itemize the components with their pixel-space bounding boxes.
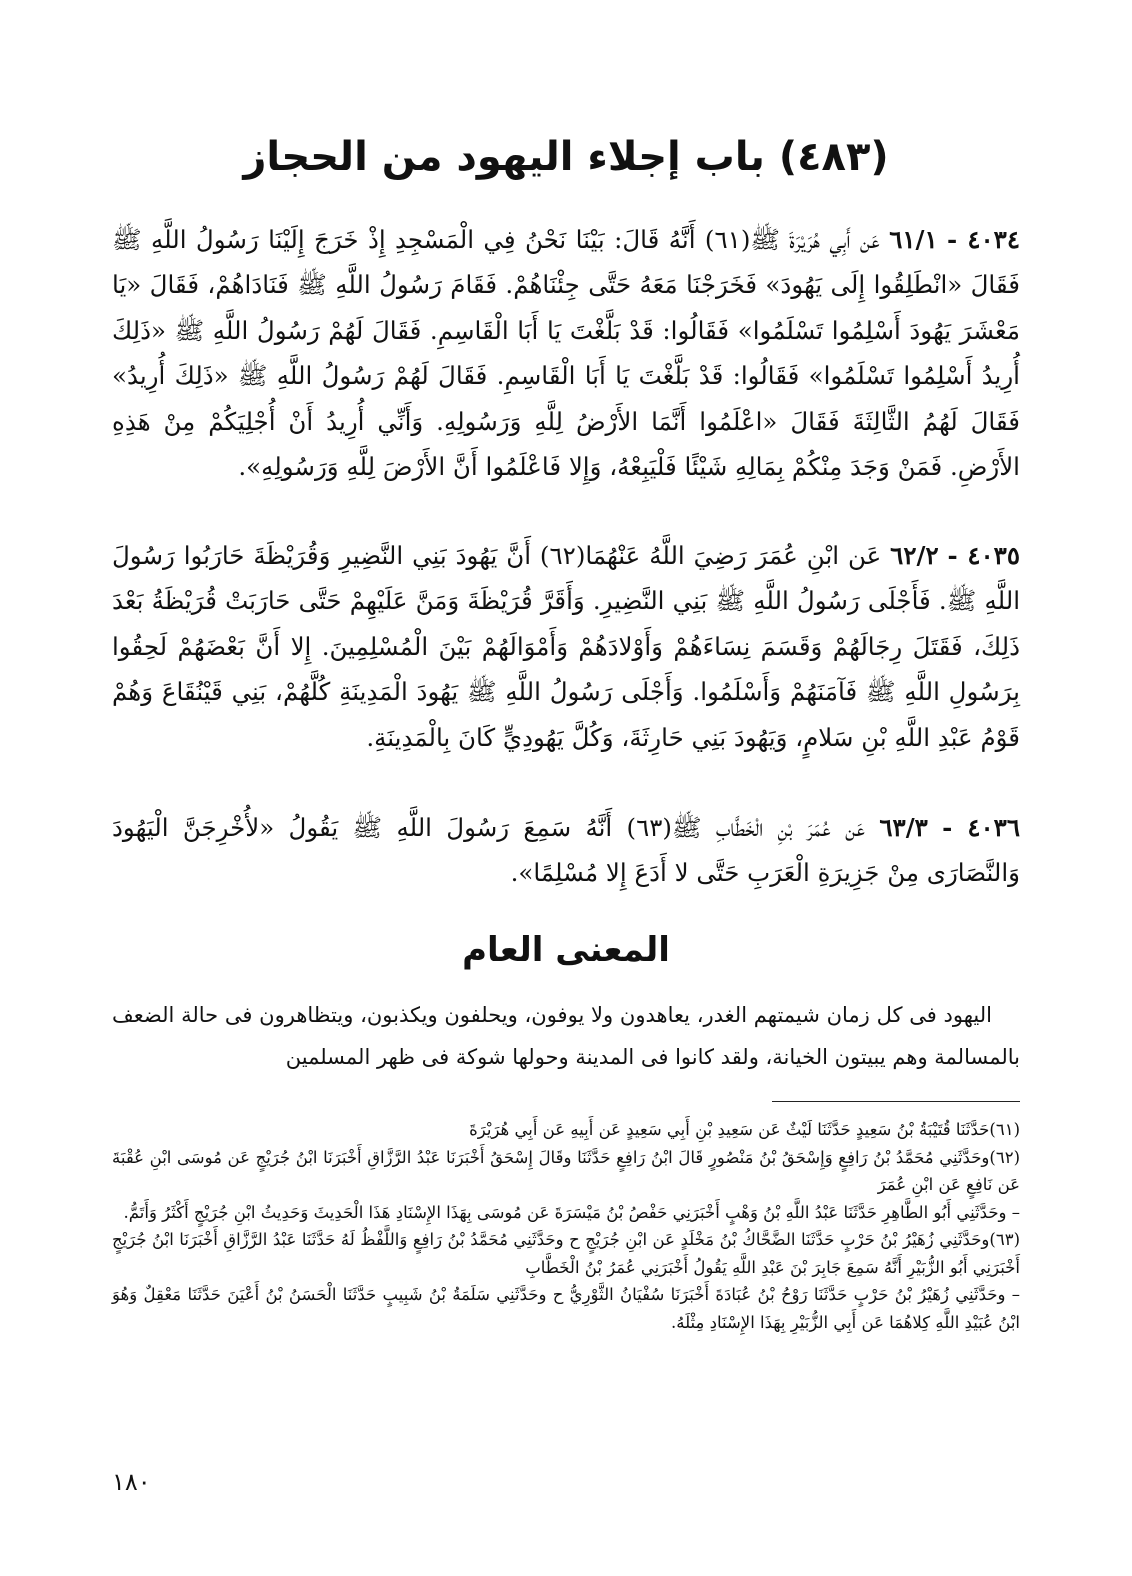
- footnote-divider: [772, 1101, 1020, 1102]
- hadith-text: عَن أَبِي هُرَيْرَةَ ﷺ(٦١) أَنَّهُ قَالَ: بَيْنَا نَحْنُ فِي الْمَسْجِدِ إِذْ خَرَجَ إِلَيْنَا رَسُولُ اللَّهِ ﷺ فَقَالَ «انْطَلِقُوا إِلَى يَهُودَ» فَخَرَجْنَا مَعَهُ حَتَّى جِئْنَاهُمْ. فَقَامَ رَسُولُ اللَّهِ ﷺ فَنَادَاهُمْ، فَقَالَ «يَا مَعْشَرَ يَهُودَ أَسْلِمُوا تَسْلَمُوا» فَقَالُوا: قَدْ بَلَّغْتَ يَا أَبَا الْقَاسِمِ. فَقَالَ لَهُمْ رَسُولُ اللَّهِ ﷺ «ذَلِكَ أُرِيدُ أَسْلِمُوا تَسْلَمُوا» فَقَالُوا: قَدْ بَلَّغْتَ يَا أَبَا الْقَاسِمِ. فَقَالَ لَهُمْ رَسُولُ اللَّهِ ﷺ «ذَلِكَ أُرِيدُ» فَقَالَ لَهُمُ الثَّالِثَةَ فَقَالَ «اعْلَمُوا أَنَّمَا الأَرْضُ لِلَّهِ وَرَسُولِهِ. وَأَنِّي أُرِيدُ أَنْ أُجْلِيَكُمْ مِنْ هَذِهِ الأَرْضِ. فَمَنْ وَجَدَ مِنْكُمْ بِمَالِهِ شَيْئًا فَلْيَبِعْهُ، وَإِلا فَاعْلَمُوا أَنَّ الأَرْضَ لِلَّهِ وَرَسُولِهِ».: [112, 224, 1020, 481]
- hadith-sub-number: ٦٣/٣: [879, 812, 928, 842]
- chapter-title: (٤٨٣) باب إجلاء اليهود من الحجاز: [243, 133, 889, 180]
- hadith-4034: [112, 217, 1020, 490]
- footnote-62-sub: – وحَدَّثَنِي أَبُو الطَّاهِرِ حَدَّثَنَا عَبْدُ اللَّهِ بْنُ وَهْبٍ أَخْبَرَنِي حَفْصُ بْنُ مَيْسَرَةَ عَن مُوسَى بِهَذَا الإِسْنَادِ هَذَا الْحَدِيثَ وَحَدِيثُ ابْنِ جُرَيْجٍ أَكْثَرُ وَأَتَمُّ.: [123, 1202, 1020, 1222]
- section-title: المعنى العام: [462, 930, 670, 971]
- footnotes: [112, 1116, 1020, 1336]
- footnote-61: (٦١)حَدَّثَنَا قُتَيْبَةُ بْنُ سَعِيدٍ حَدَّثَنَا لَيْثٌ عَن سَعِيدِ بْنِ أَبِي سَعِيدٍ عَن أَبِيهِ عَن أَبِي هُرَيْرَةَ: [469, 1120, 1020, 1139]
- hadith-sub-number: ٦١/١: [889, 224, 938, 254]
- hadith-text: عَن ابْنِ عُمَرَ رَضِيَ اللَّهُ عَنْهُمَا(٦٢) أَنَّ يَهُودَ بَنِي النَّضِيرِ وَقُرَيْظَةَ حَارَبُوا رَسُولَ اللَّهِ ﷺ. فَأَجْلَى رَسُولُ اللَّهِ ﷺ بَنِي النَّضِيرِ. وَأَقَرَّ قُرَيْظَةَ وَمَنَّ عَلَيْهِمْ حَتَّى حَارَبَتْ قُرَيْظَةُ بَعْدَ ذَلِكَ، فَقَتَلَ رِجَالَهُمْ وَقَسَمَ نِسَاءَهُمْ وَأَوْلادَهُمْ وَأَمْوَالَهُمْ بَيْنَ الْمُسْلِمِينَ. إِلا أَنَّ بَعْضَهُمْ لَحِقُوا بِرَسُولِ اللَّهِ ﷺ فَآمَنَهُمْ وَأَسْلَمُوا. وَأَجْلَى رَسُولُ اللَّهِ ﷺ يَهُودَ الْمَدِينَةِ كُلَّهُمْ، بَنِي قَيْنُقَاعَ وَهُمْ قَوْمُ عَبْدِ اللَّهِ بْنِ سَلامٍ، وَيَهُودَ بَنِي حَارِثَةَ، وَكُلَّ يَهُودِيٍّ كَانَ بِالْمَدِينَةِ.: [112, 540, 1020, 752]
- footnote-63: (٦٣)وحَدَّثَنِي زُهَيْرُ بْنُ حَرْبٍ حَدَّثَنَا الضَّحَّاكُ بْنُ مَخْلَدٍ عَن ابْنِ جُرَيْجٍ ح وحَدَّثَنِي مُحَمَّدُ بْنُ رَافِعٍ وَاللَّفْظُ لَهُ حَدَّثَنَا عَبْدُ الرَّزَّاقِ أَخْبَرَنَا ابْنُ جُرَيْجٍ أَخْبَرَنِي أَبُو الزُّبَيْرِ أَنَّهُ سَمِعَ جَابِرَ بْنَ عَبْدِ اللَّهِ يَقُولُ أَخْبَرَنِي عُمَرُ بْنُ الْخَطَّابِ: [112, 1230, 1020, 1277]
- commentary-paragraph: اليهود فى كل زمان شيمتهم الغدر، يعاهدون ولا يوفون، ويحلفون ويكذبون، ويتظاهرون فى حالة الضعف بالمسالمة وهم يبيتون الخيانة، ولقد كانوا فى المدينة وحولها شوكة فى ظهر المسلمين: [112, 1003, 1020, 1069]
- hadith-number: ٤٠٣٥ -: [947, 540, 1020, 570]
- hadith-sub-number: ٦٢/٢: [890, 540, 939, 570]
- hadith-4036: [112, 805, 1020, 896]
- hadith-text: عَن عُمَرَ بْنِ الْخَطَّابِ ﷺ(٦٣) أَنَّهُ سَمِعَ رَسُولَ اللَّهِ ﷺ يَقُولُ «لأُخْرِجَنَّ الْيَهُودَ وَالنَّصَارَى مِنْ جَزِيرَةِ الْعَرَبِ حَتَّى لا أَدَعَ إِلا مُسْلِمًا».: [112, 812, 1020, 887]
- page-number: ١٨٠: [112, 1468, 151, 1496]
- footnote-63-sub: – وحَدَّثَنِي زُهَيْرُ بْنُ حَرْبٍ حَدَّثَنَا رَوْحُ بْنُ عُبَادَةَ أَخْبَرَنَا سُفْيَانُ الثَّوْرِيُّ ح وحَدَّثَنِي سَلَمَةُ بْنُ شَبِيبٍ حَدَّثَنَا الْحَسَنُ بْنُ أَعْيَنَ حَدَّثَنَا مَعْقِلٌ وَهُوَ ابْنُ عُبَيْدِ اللَّهِ كِلاهُمَا عَن أَبِي الزُّبَيْرِ بِهَذَا الإِسْنَادِ مِثْلَهُ.: [112, 1285, 1020, 1332]
- hadith-number: ٤٠٣٦ -: [942, 812, 1020, 842]
- hadith-4035: [112, 533, 1020, 761]
- footnote-62: (٦٢)وحَدَّثَنِي مُحَمَّدُ بْنُ رَافِعٍ وَإِسْحَقُ بْنُ مَنْصُورٍ قَالَ ابْنُ رَافِعٍ حَدَّثَنَا وقَالَ إِسْحَقُ أَخْبَرَنَا عَبْدُ الرَّزَّاقِ أَخْبَرَنَا ابْنُ جُرَيْجٍ عَن مُوسَى ابْنِ عُقْبَةَ عَن نَافِعٍ عَن ابْنِ عُمَرَ: [112, 1147, 1020, 1194]
- hadith-number: ٤٠٣٤ -: [947, 224, 1020, 254]
